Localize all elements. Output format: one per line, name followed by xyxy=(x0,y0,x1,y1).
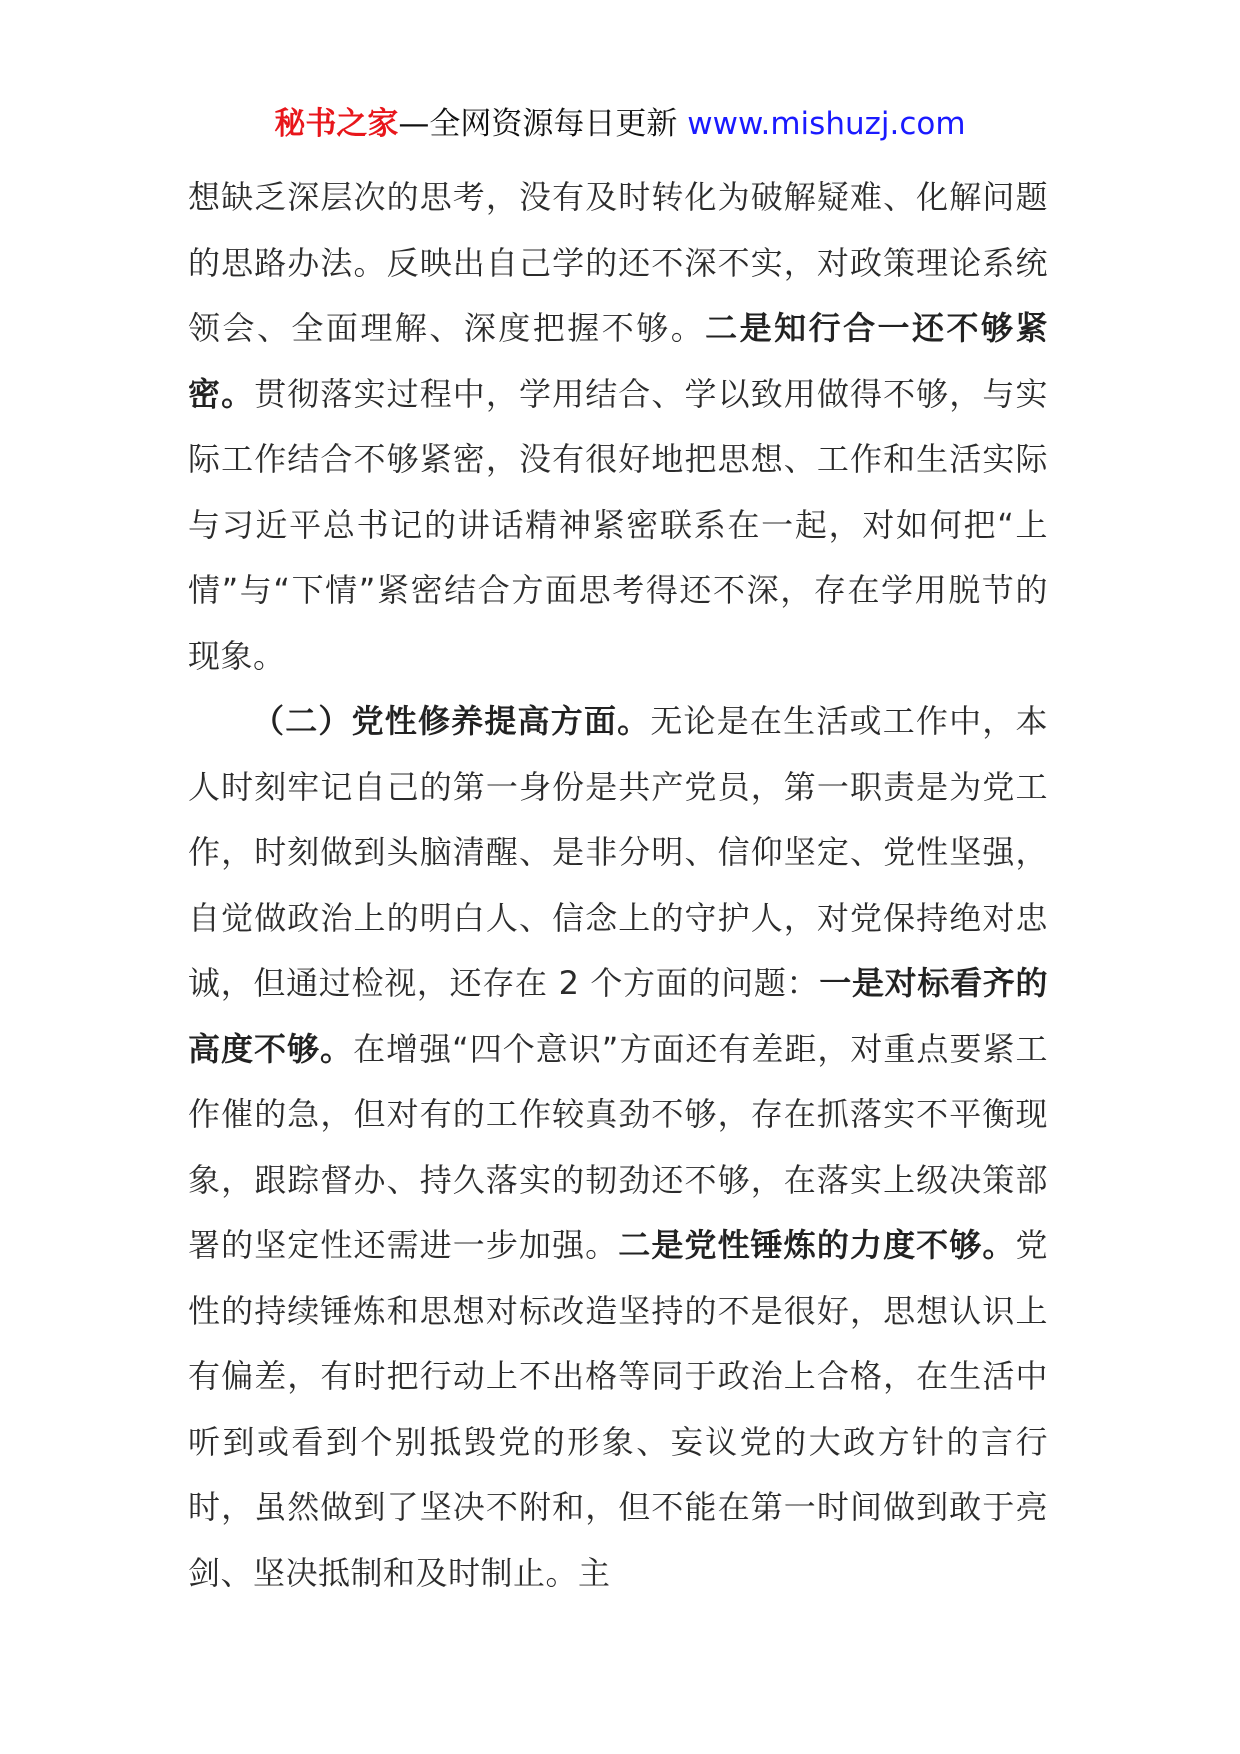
document-body xyxy=(188,165,1048,1606)
paragraph-text: 无论是在生活或工作中，本人时刻牢记自己的第一身份是共产党员，第一职责是为党工作，时刻做到头脑清醒、是非分明、信仰坚定、党性坚强，自觉做政治上的明白人、信念上的守护人，对党保持绝对忠诚，但通过检视，还存在 2 个方面的问题： xyxy=(188,702,1048,1002)
page-header xyxy=(0,102,1240,146)
paragraph-text: 在增强“四个意识”方面还有差距，对重点要紧工作催的急，但对有的工作较真劲不够，存在抓落实不平衡现象，跟踪督办、持久落实的韧劲还不够，在落实上级决策部署的坚定性还需进一步加强。 xyxy=(188,1029,1048,1264)
bold-heading-point-two: 二是知行合一还不够紧密。 xyxy=(188,309,1048,413)
paragraph-text: 想缺乏深层次的思考，没有及时转化为破解疑难、化解问题的思路办法。反映出自己学的还不深不实，对政策理论系统领会、全面理解、深度把握不够。 xyxy=(188,178,1048,347)
paragraph-text: 贯彻落实过程中，学用结合、学以致用做得不够，与实际工作结合不够紧密，没有很好地把思想、工作和生活实际与习近平总书记的讲话精神紧密联系在一起，对如何把“上情”与“下情”紧密结合方面思考得还不深，存在学用脱节的现象。 xyxy=(188,374,1048,675)
paragraph-text: 党性的持续锤炼和思想对标改造坚持的不是很好，思想认识上有偏差，有时把行动上不出格等同于政治上合格，在生活中听到或看到个别抵毁党的形象、妄议党的大政方针的言行时，虽然做到了坚决不附和，但不能在第一时间做到敢于亮剑、坚决抵制和及时制止。主 xyxy=(188,1226,1048,1592)
paragraph-study-issues xyxy=(188,165,1048,689)
section-heading: （二）党性修养提高方面。 xyxy=(252,702,651,740)
paragraph-party-cultivation xyxy=(188,689,1048,1606)
bold-heading-point-two: 二是党性锤炼的力度不够。 xyxy=(618,1226,1016,1264)
website-link[interactable]: www.mishuzj.com xyxy=(687,106,966,142)
bold-heading-point-one: 一是对标看齐的高度不够。 xyxy=(188,964,1048,1068)
brand-name: 秘书之家 xyxy=(274,106,399,142)
header-tagline: —全网资源每日更新 xyxy=(398,106,678,142)
